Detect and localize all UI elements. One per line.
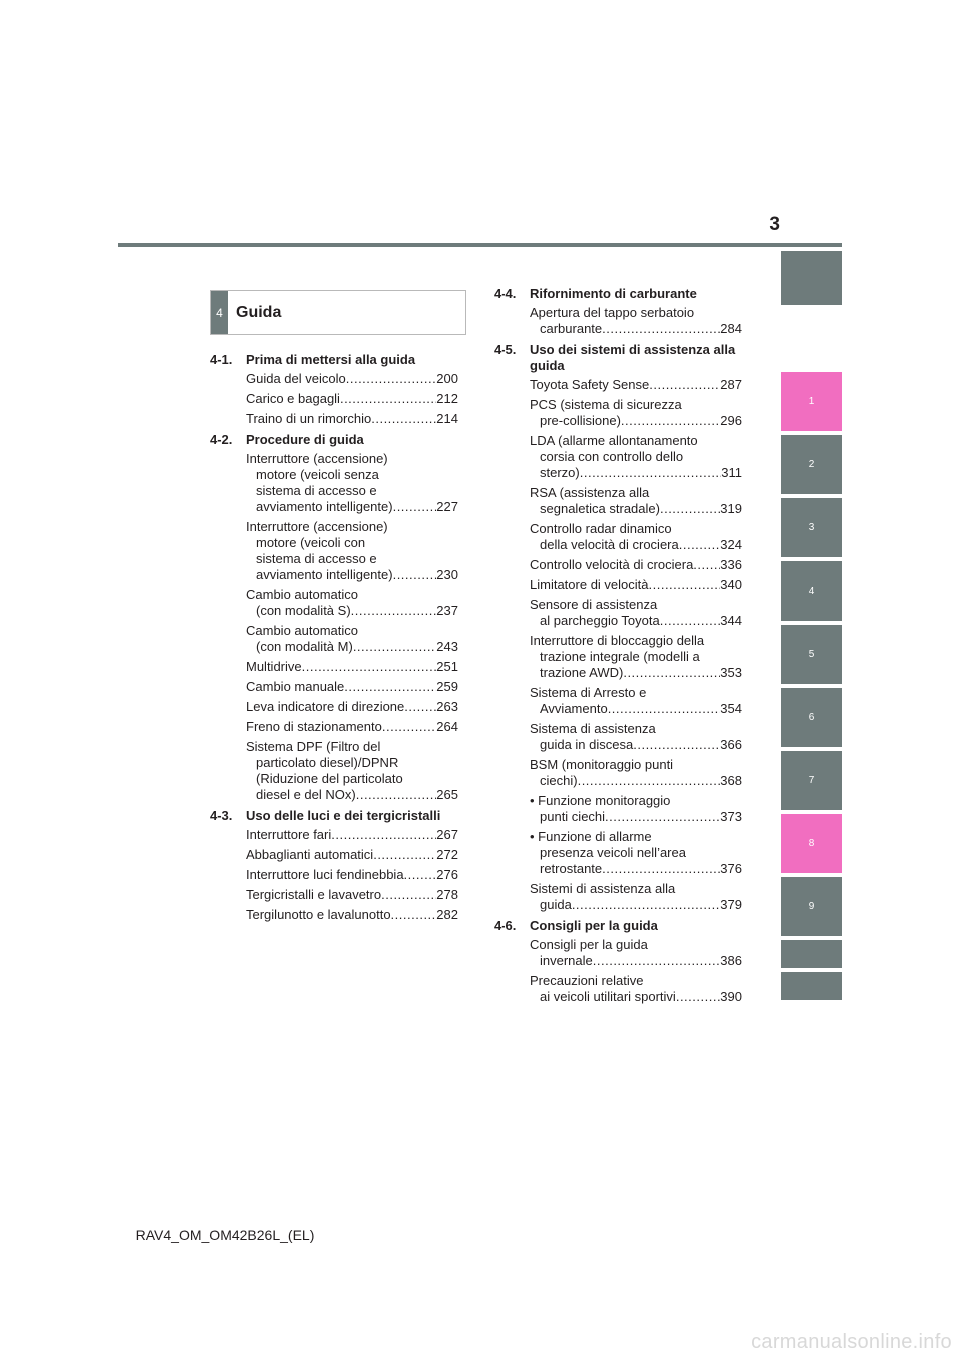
toc-page-number: 353 bbox=[720, 665, 742, 680]
toc-page-number: 344 bbox=[720, 613, 742, 628]
dot-leader bbox=[649, 377, 720, 393]
toc-entry-line: Sistema di Arresto e bbox=[530, 685, 647, 700]
toc-page-number: 212 bbox=[436, 391, 458, 406]
toc-entry-line: Apertura del tappo serbatoio bbox=[530, 305, 695, 320]
dot-leader bbox=[340, 391, 436, 407]
dot-leader bbox=[605, 809, 720, 825]
header-rule bbox=[118, 243, 842, 247]
toc-entry[interactable] bbox=[246, 867, 458, 883]
toc-entry[interactable] bbox=[246, 719, 458, 735]
chapter-tab-9[interactable]: 9 bbox=[781, 877, 842, 936]
toc-page-number: 379 bbox=[720, 897, 742, 912]
toc-page-number: 324 bbox=[720, 537, 742, 552]
toc-entry-line: Avviamento bbox=[540, 701, 608, 716]
toc-entry-line: Carico e bagagli bbox=[246, 391, 340, 406]
dot-leader bbox=[381, 887, 436, 903]
toc-entry-line: (con modalità M) bbox=[256, 639, 353, 654]
toc-entry-line: Controllo radar dinamico bbox=[530, 521, 672, 536]
section-header bbox=[210, 290, 466, 335]
toc-page-number: 296 bbox=[720, 413, 742, 428]
toc-entry[interactable] bbox=[246, 679, 458, 695]
toc-entry-line: Sistema DPF (Filtro del bbox=[246, 739, 381, 754]
toc-entry-line: Freno di stazionamento bbox=[246, 719, 382, 734]
toc-entry-line: guida bbox=[540, 897, 572, 912]
toc-page-number: 200 bbox=[436, 371, 458, 386]
toc-entry-line: avviamento intelligente) bbox=[256, 499, 393, 514]
dot-leader bbox=[621, 413, 720, 429]
toc-entry[interactable] bbox=[530, 685, 742, 717]
dot-leader bbox=[660, 501, 720, 517]
dot-leader bbox=[302, 659, 437, 675]
toc-entry[interactable] bbox=[246, 623, 458, 655]
chapter-tab-5[interactable]: 5 bbox=[781, 625, 842, 684]
dot-leader bbox=[608, 701, 721, 717]
toc-entry-line: carburante bbox=[540, 321, 603, 336]
toc-entry-line: BSM (monitoraggio punti bbox=[530, 757, 674, 772]
toc-entry[interactable] bbox=[246, 391, 458, 407]
toc-page-number: 284 bbox=[720, 321, 742, 336]
dot-leader bbox=[331, 827, 436, 843]
dot-leader bbox=[623, 665, 720, 681]
dot-leader bbox=[351, 603, 437, 619]
toc-page-number: 319 bbox=[720, 501, 742, 516]
toc-entry[interactable] bbox=[530, 757, 742, 789]
toc-entry[interactable] bbox=[530, 881, 742, 913]
dot-leader bbox=[371, 411, 436, 427]
toc-entry-line: Traino di un rimorchio bbox=[246, 411, 372, 426]
toc-entry-line: Guida del veicolo bbox=[246, 371, 346, 386]
chapter-tab-blank[interactable] bbox=[781, 940, 842, 968]
toc-entry[interactable] bbox=[246, 371, 458, 387]
toc-page-number: 230 bbox=[436, 567, 458, 582]
toc-entry-line: invernale bbox=[540, 953, 593, 968]
toc-entry-line: trazione AWD) bbox=[540, 665, 624, 680]
toc-entry-line: punti ciechi bbox=[540, 809, 606, 824]
toc-entry-line: particolato diesel)/DPNR bbox=[256, 755, 399, 770]
toc-page-number: 311 bbox=[721, 465, 742, 480]
toc-entry-line: Cambio automatico bbox=[246, 623, 358, 638]
toc-entry-line: segnaletica stradale) bbox=[540, 501, 660, 516]
toc-entry-line: Sistemi di assistenza alla bbox=[530, 881, 676, 896]
toc-entry-line: Leva indicatore di direzione bbox=[246, 699, 405, 714]
toc-group-number: 4-2. bbox=[210, 432, 233, 447]
toc-entry-line: al parcheggio Toyota bbox=[540, 613, 660, 628]
toc-page-number: 354 bbox=[720, 701, 742, 716]
toc-entry[interactable] bbox=[530, 829, 742, 877]
toc-entry-line: Consigli per la guida bbox=[530, 937, 648, 952]
toc-group-number: 4-1. bbox=[210, 352, 233, 367]
toc-group-number: 4-3. bbox=[210, 808, 233, 823]
dot-leader bbox=[660, 613, 721, 629]
dot-leader bbox=[404, 699, 436, 715]
toc-left-column bbox=[210, 352, 458, 928]
toc-page-number: 227 bbox=[436, 499, 458, 514]
dot-leader bbox=[391, 907, 437, 923]
toc-entry-line: Interruttore fari bbox=[246, 827, 332, 842]
toc-entry-line: Interruttore luci fendinebbia bbox=[246, 867, 404, 882]
toc-entry-line: Precauzioni relative bbox=[530, 973, 644, 988]
toc-entry-line: Cambio manuale bbox=[246, 679, 345, 694]
chapter-tab-blank[interactable] bbox=[781, 972, 842, 1000]
chapter-tab-3[interactable]: 3 bbox=[781, 498, 842, 557]
toc-entry-line: sterzo) bbox=[540, 465, 580, 480]
toc-entry-line: diesel e del NOx) bbox=[256, 787, 356, 802]
chapter-tab-8[interactable]: 8 bbox=[781, 814, 842, 873]
toc-entry[interactable] bbox=[246, 451, 458, 515]
toc-entry-line: Controllo velocità di crociera bbox=[530, 557, 694, 572]
toc-entry-line: • Funzione monitoraggio bbox=[530, 793, 671, 808]
toc-entry[interactable] bbox=[530, 433, 742, 481]
dot-leader bbox=[344, 679, 436, 695]
toc-entry[interactable] bbox=[530, 485, 742, 517]
toc-page-number: 265 bbox=[436, 787, 458, 802]
toc-entry-line: ciechi) bbox=[540, 773, 578, 788]
toc-right-column bbox=[494, 286, 742, 1010]
toc-entry-line: PCS (sistema di sicurezza bbox=[530, 397, 682, 412]
toc-entry-line: Toyota Safety Sense bbox=[530, 377, 650, 392]
chapter-tab-2[interactable]: 2 bbox=[781, 435, 842, 494]
toc-entry-line: Sistema di assistenza bbox=[530, 721, 656, 736]
dot-leader bbox=[393, 567, 437, 583]
toc-entry-line: Cambio automatico bbox=[246, 587, 358, 602]
toc-entry[interactable] bbox=[246, 739, 458, 803]
dot-leader bbox=[356, 787, 437, 803]
toc-group bbox=[210, 808, 458, 923]
toc-entry[interactable] bbox=[530, 721, 742, 753]
toc-page-number: 263 bbox=[436, 699, 458, 714]
toc-entry-line: guida in discesa bbox=[540, 737, 634, 752]
toc-entry-line: Interruttore (accensione) bbox=[246, 451, 388, 466]
toc-entry[interactable] bbox=[246, 827, 458, 843]
toc-entry-line: presenza veicoli nell’area bbox=[540, 845, 686, 860]
dot-leader bbox=[649, 577, 721, 593]
toc-entry[interactable] bbox=[530, 577, 742, 593]
toc-group-heading bbox=[210, 432, 458, 448]
toc-entry[interactable] bbox=[246, 907, 458, 923]
toc-entry-line: motore (veicoli con bbox=[256, 535, 366, 550]
toc-entry-line: RSA (assistenza alla bbox=[530, 485, 650, 500]
toc-page-number: 264 bbox=[436, 719, 458, 734]
toc-page-number: 368 bbox=[720, 773, 742, 788]
toc-group bbox=[494, 918, 742, 1005]
toc-entry[interactable] bbox=[530, 557, 742, 573]
toc-page-number: 390 bbox=[720, 989, 742, 1004]
toc-entry[interactable] bbox=[530, 937, 742, 969]
toc-entry-line: Abbaglianti automatici bbox=[246, 847, 374, 862]
toc-group-heading bbox=[494, 286, 742, 302]
chapter-tab-1[interactable]: 1 bbox=[781, 372, 842, 431]
toc-page-number: 373 bbox=[720, 809, 742, 824]
toc-entry[interactable] bbox=[530, 973, 742, 1005]
dot-leader bbox=[593, 953, 721, 969]
toc-page-number: 251 bbox=[436, 659, 458, 674]
toc-entry-line: Sensore di assistenza bbox=[530, 597, 658, 612]
toc-group-number: 4-5. bbox=[494, 342, 517, 357]
toc-group bbox=[210, 352, 458, 427]
toc-page-number: 214 bbox=[436, 411, 458, 426]
toc-group-title: Uso dei sistemi di assistenza alla guida bbox=[530, 342, 736, 373]
toc-page-number: 259 bbox=[436, 679, 458, 694]
toc-entry[interactable] bbox=[530, 633, 742, 681]
watermark: carmanualsonline.info bbox=[751, 1331, 952, 1353]
toc-entry-line: • Funzione di allarme bbox=[530, 829, 652, 844]
toc-entry[interactable] bbox=[530, 793, 742, 825]
toc-entry-line: trazione integrale (modelli a bbox=[540, 649, 700, 664]
toc-entry[interactable] bbox=[246, 659, 458, 675]
dot-leader bbox=[572, 897, 720, 913]
toc-entry-line: (Riduzione del particolato bbox=[256, 771, 403, 786]
toc-group-number: 4-6. bbox=[494, 918, 517, 933]
toc-entry-line: Limitatore di velocità bbox=[530, 577, 649, 592]
page-number: 3 bbox=[769, 214, 780, 235]
dot-leader bbox=[693, 557, 720, 573]
toc-page-number: 276 bbox=[436, 867, 458, 882]
section-title: Guida bbox=[236, 303, 282, 321]
toc-page-number: 287 bbox=[720, 377, 742, 392]
chapter-tab-6[interactable]: 6 bbox=[781, 688, 842, 747]
dot-leader bbox=[346, 371, 437, 387]
toc-entry-line: pre-collisione) bbox=[540, 413, 621, 428]
toc-entry-line: (con modalità S) bbox=[256, 603, 351, 618]
toc-entry[interactable] bbox=[246, 519, 458, 583]
dot-leader bbox=[602, 861, 720, 877]
toc-page-number: 386 bbox=[720, 953, 742, 968]
toc-entry[interactable] bbox=[246, 847, 458, 863]
toc-page-number: 278 bbox=[436, 887, 458, 902]
toc-page-number: 336 bbox=[720, 557, 742, 572]
toc-entry[interactable] bbox=[530, 305, 742, 337]
toc-group bbox=[494, 286, 742, 337]
chapter-tab-4[interactable]: 4 bbox=[781, 561, 842, 621]
toc-entry[interactable] bbox=[530, 521, 742, 553]
toc-group-heading bbox=[210, 352, 458, 368]
dot-leader bbox=[633, 737, 720, 753]
dot-leader bbox=[382, 719, 436, 735]
toc-page-number: 376 bbox=[720, 861, 742, 876]
dot-leader bbox=[679, 537, 721, 553]
toc-entry-line: sistema di accesso e bbox=[256, 551, 377, 566]
dot-leader bbox=[404, 867, 437, 883]
chapter-tab-blank[interactable] bbox=[781, 251, 842, 305]
toc-page-number: 243 bbox=[436, 639, 458, 654]
toc-entry-line: Interruttore (accensione) bbox=[246, 519, 388, 534]
toc-page-number: 237 bbox=[436, 603, 458, 618]
toc-group-heading bbox=[494, 342, 742, 374]
toc-entry-line: Interruttore di bloccaggio della bbox=[530, 633, 705, 648]
toc-page-number: 272 bbox=[436, 847, 458, 862]
toc-entry-line: corsia con controllo dello bbox=[540, 449, 684, 464]
toc-entry[interactable] bbox=[246, 887, 458, 903]
toc-entry[interactable] bbox=[530, 377, 742, 393]
dot-leader bbox=[580, 465, 722, 481]
toc-entry[interactable] bbox=[246, 411, 458, 427]
toc-group bbox=[210, 432, 458, 803]
dot-leader bbox=[676, 989, 720, 1005]
toc-page-number: 267 bbox=[436, 827, 458, 842]
toc-group bbox=[494, 342, 742, 913]
toc-entry-line: sistema di accesso e bbox=[256, 483, 377, 498]
toc-entry-line: Tergicristalli e lavavetro bbox=[246, 887, 382, 902]
section-number: 4 bbox=[211, 291, 228, 334]
dot-leader bbox=[578, 773, 721, 789]
dot-leader bbox=[393, 499, 437, 515]
toc-group-title: Uso delle luci e dei tergicristalli bbox=[246, 808, 441, 823]
toc-group-heading bbox=[494, 918, 742, 934]
toc-entry-line: motore (veicoli senza bbox=[256, 467, 379, 482]
toc-group-title: Rifornimento di carburante bbox=[530, 286, 697, 301]
dot-leader bbox=[373, 847, 436, 863]
footer-code: RAV4_OM_OM42B26L_(EL) bbox=[135, 1227, 315, 1243]
dot-leader bbox=[353, 639, 436, 655]
toc-page-number: 340 bbox=[720, 577, 742, 592]
toc-entry-line: LDA (allarme allontanamento bbox=[530, 433, 698, 448]
toc-entry-line: ai veicoli utilitari sportivi bbox=[540, 989, 676, 1004]
toc-entry[interactable] bbox=[246, 587, 458, 619]
toc-entry-line: Multidrive bbox=[246, 659, 302, 674]
toc-entry-line: Tergilunotto e lavalunotto bbox=[246, 907, 391, 922]
toc-group-heading bbox=[210, 808, 458, 824]
toc-entry[interactable] bbox=[530, 597, 742, 629]
dot-leader bbox=[602, 321, 720, 337]
toc-entry-line: della velocità di crociera bbox=[540, 537, 679, 552]
chapter-tab-7[interactable]: 7 bbox=[781, 751, 842, 810]
toc-entry-line: avviamento intelligente) bbox=[256, 567, 393, 582]
toc-group-title: Consigli per la guida bbox=[530, 918, 658, 933]
toc-group-title: Prima di mettersi alla guida bbox=[246, 352, 416, 367]
toc-page-number: 366 bbox=[720, 737, 742, 752]
toc-group-number: 4-4. bbox=[494, 286, 517, 301]
toc-entry[interactable] bbox=[246, 699, 458, 715]
toc-page-number: 282 bbox=[436, 907, 458, 922]
toc-group-title: Procedure di guida bbox=[246, 432, 364, 447]
toc-entry[interactable] bbox=[530, 397, 742, 429]
toc-entry-line: retrostante bbox=[540, 861, 603, 876]
